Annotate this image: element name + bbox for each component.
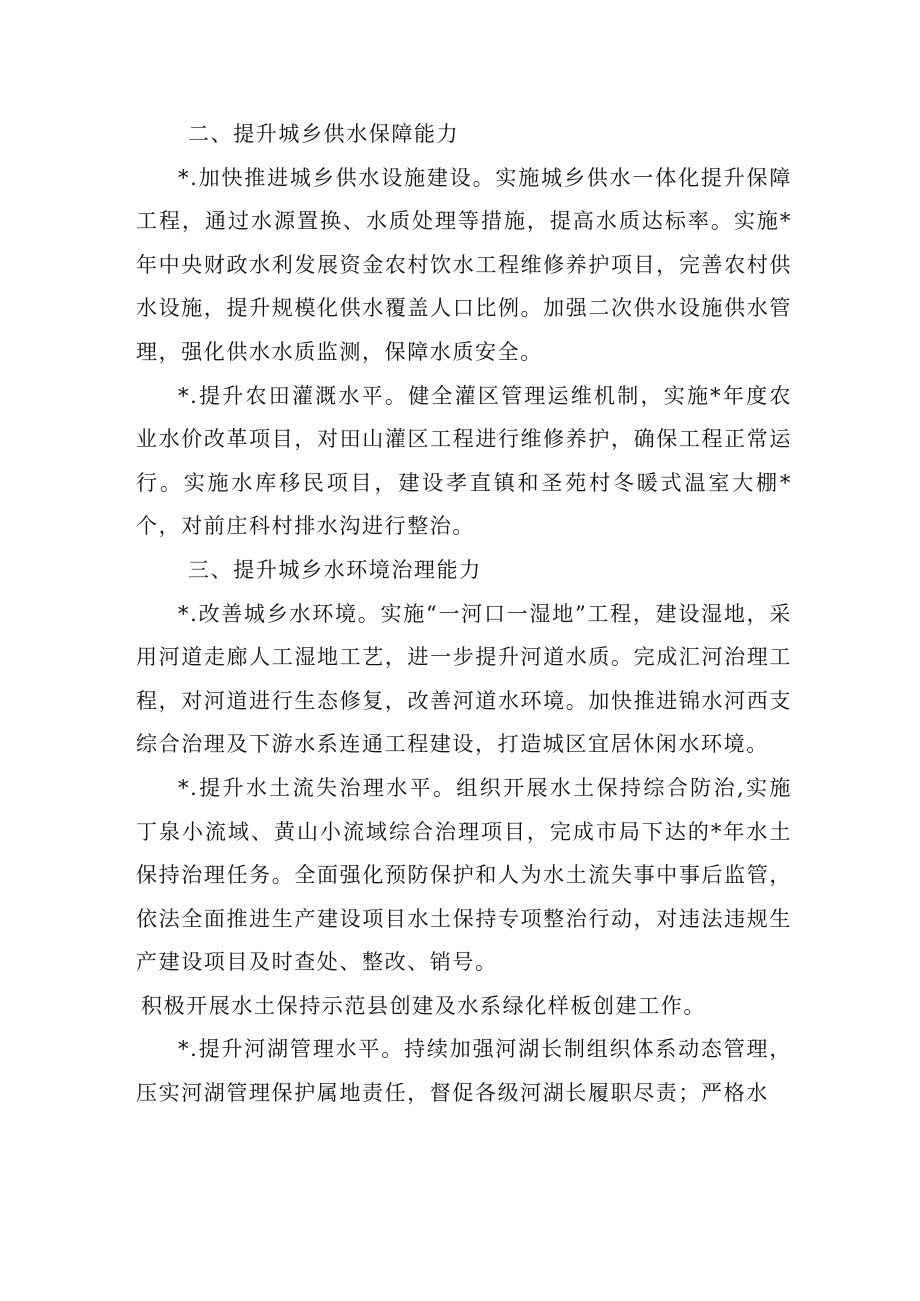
paragraph-irrigation: *.提升农田灌溉水平。健全灌区管理运维机制，实施*年度农业水价改革项目，对田山灌区工程进行维修养护，确保工程正常运行。实施水库移民项目，建设孝直镇和圣苑村冬暖式温室大棚*个，对前庄科村排水沟进行整治。 bbox=[136, 383, 792, 539]
section-heading-water-supply: 二、提升城乡供水保障能力 bbox=[188, 122, 460, 146]
paragraph-river-lake-management: *.提升河湖管理水平。持续加强河湖长制组织体系动态管理，压实河湖管理保护属地责任，督促各级河湖长履职尽责；严格水 bbox=[136, 1037, 792, 1106]
paragraph-soil-erosion: *.提升水土流失治理水平。组织开展水土保持综合防治,实施丁泉小流域、黄山小流域综合治理项目，完成市局下达的*年水土保持治理任务。全面强化预防保护和人为水土流失事中事后监管，依法全面推进生产建设项目水土保持专项整治行动，对违法违规生产建设项目及时查处、整改、销号。 bbox=[136, 775, 792, 975]
section-heading-water-environment: 三、提升城乡水环境治理能力 bbox=[188, 557, 482, 582]
paragraph-supply-facilities: *.加快推进城乡供水设施建设。实施城乡供水一体化提升保障工程，通过水源置换、水质处理等措施，提高水质达标率。实施*年中央财政水利发展资金农村饮水工程维修养护项目，完善农村供水设施，提升规模化供水覆盖人口比例。加强二次供水设施供水管理，强化供水水质监测，保障水质安全。 bbox=[136, 165, 792, 364]
paragraph-water-environment: *.改善城乡水环境。实施“一河口一湿地”工程，建设湿地，采用河道走廊人工湿地工艺，进一步提升河道水质。完成汇河治理工程，对河道进行生态修复，改善河道水环境。加快推进锦水河西支综合治理及下游水系连通工程建设，打造城区宜居休闲水环境。 bbox=[136, 601, 792, 757]
document-body bbox=[136, 113, 792, 1116]
paragraph-continuation: 积极开展水土保持示范县创建及水系绿化样板创建工作。 bbox=[141, 993, 706, 1018]
